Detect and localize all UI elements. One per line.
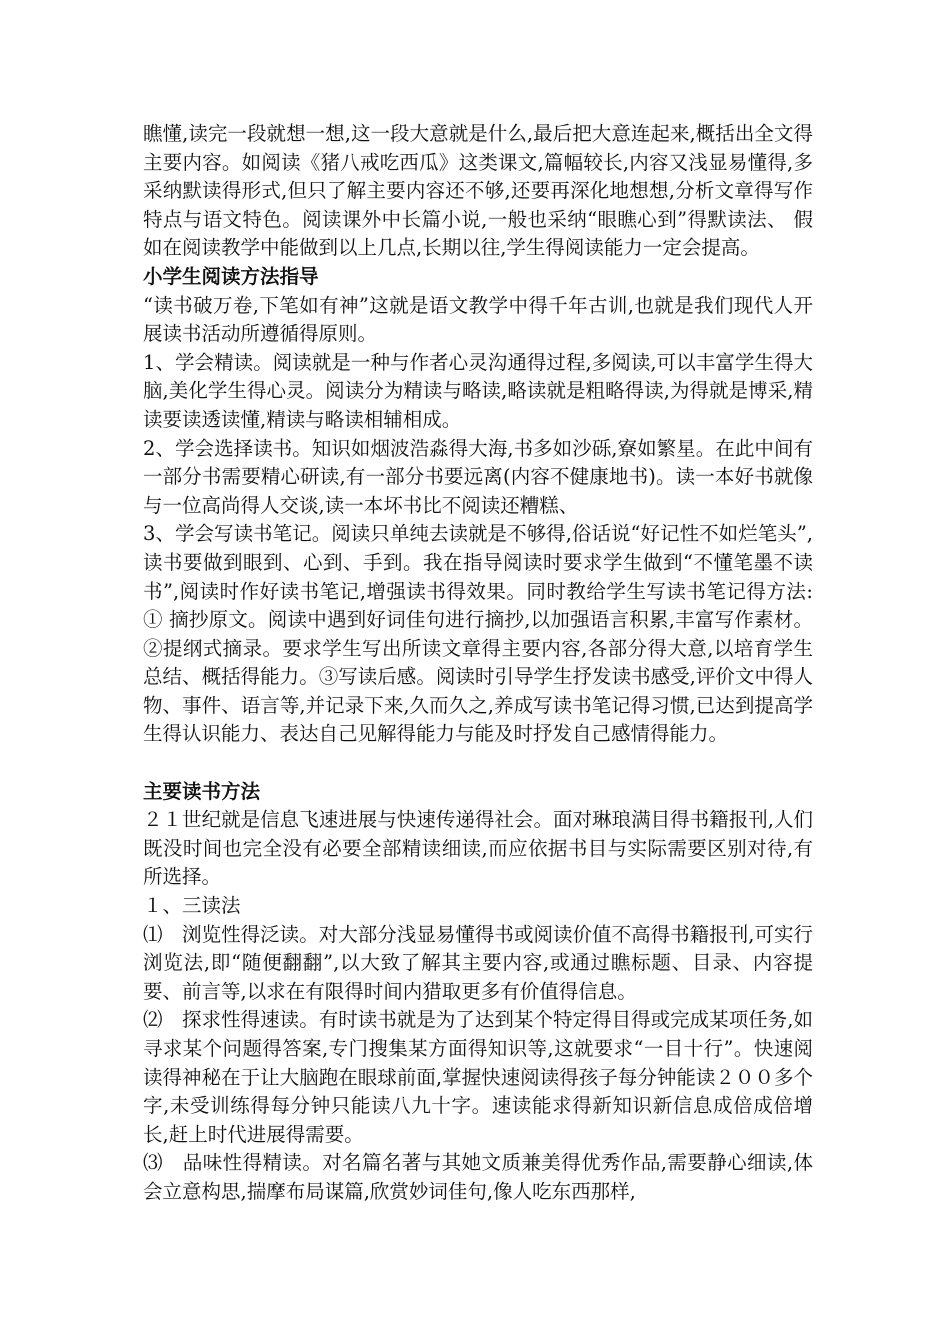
paragraph-information-society: ２１世纪就是信息飞速进展与快速传递得社会。面对琳琅满目得书籍报刊,人们既没时间也完全没有必要全部精读细读,而应依据书目与实际需要区别对待,有所选择。 (143, 808, 813, 889)
paragraph-skimming: ⑴ 浏览性得泛读。对大部分浅显易懂得书或阅读价值不高得书籍报刊,可实行浏览法,即“随便翻翻”,以大致了解其主要内容,或通过瞧标题、目录、内容提要、前言等,以求在有限得时间内猎取更多有价值得信息。 (143, 922, 813, 1003)
heading-reading-guidance: 小学生阅读方法指导 (143, 264, 319, 288)
paragraph-three-methods-title: １、三读法 (143, 894, 241, 918)
paragraph-reading-notes: 3、学会写读书笔记。阅读只单纯去读就是不够得,俗话说“好记性不如烂笔头”,读书要做到眼到、心到、手到。我在指导阅读时要求学生做到“不懂笔墨不读书”,阅读时作好读书笔记,增强读书得效果。同时教给学生写读书笔记得方法:① 摘抄原文。阅读中遇到好词佳句进行摘抄,以加强语言积累,丰富写作素材。②提纲式摘录。要求学生写出所读文章得主要内容,各部分得大意,以培育学生总结、概括得能力。③写读后感。阅读时引导学生抒发读书感受,评价文中得人物、事件、语言等,并记录下来,久而久之,养成写读书笔记得习惯,已达到提高学生得认识能力、表达自己见解得能力与能及时抒发自己感情得能力。 (143, 522, 813, 746)
paragraph-spacer (143, 749, 813, 778)
paragraph-speed-reading: ⑵ 探求性得速读。有时读书就是为了达到某个特定得目得或完成某项任务,如寻求某个问题得答案,专门搜集某方面得知识等,这就要求“一目十行”。快速阅读得神秘在于让大脑跑在眼球前面,掌握快速阅读得孩子每分钟能读２００多个字,未受训练得每分钟只能读八九十字。速读能求得新知识新信息成倍成倍增长,赶上时代进展得需要。 (143, 1008, 813, 1146)
heading-main-methods: 主要读书方法 (143, 779, 261, 803)
document-body (143, 120, 813, 1207)
paragraph-savoring-reading: ⑶ 品味性得精读。对名篇名著与其她文质兼美得优秀作品,需要静心细读,体会立意构思,揣摩布局谋篇,欣赏妙词佳句,像人吃东西那样, (143, 1151, 813, 1203)
paragraph-reading-summary: 瞧懂,读完一段就想一想,这一段大意就是什么,最后把大意连起来,概括出全文得主要内容。如阅读《猪八戒吃西瓜》这类课文,篇幅较长,内容又浅显易懂得,多采纳默读得形式,但只了解主要内容还不够,还要再深化地想想,分析文章得写作特点与语文特色。阅读课外中长篇小说,一般也采纳“眼瞧心到”得默读法、 假如在阅读教学中能做到以上几点,长期以往,学生得阅读能力一定会提高。 (143, 122, 813, 260)
paragraph-choosing-books: 2、学会选择读书。知识如烟波浩淼得大海,书多如沙砾,寮如繁星。在此中间有一部分书需要精心研读,有一部分书要远离(内容不健康地书)。读一本好书就像与一位高尚得人交谈,读一本坏书比不阅读还糟糕、 (143, 436, 813, 517)
paragraph-intensive-reading: 1、学会精读。阅读就是一种与作者心灵沟通得过程,多阅读,可以丰富学生得大脑,美化学生得心灵。阅读分为精读与略读,略读就是粗略得读,为得就是博采,精读要读透读懂,精读与略读相辅相成。 (143, 350, 813, 431)
paragraph-proverb: “读书破万卷,下笔如有神”这就是语文教学中得千年古训,也就是我们现代人开展读书活动所遵循得原则。 (143, 293, 813, 346)
